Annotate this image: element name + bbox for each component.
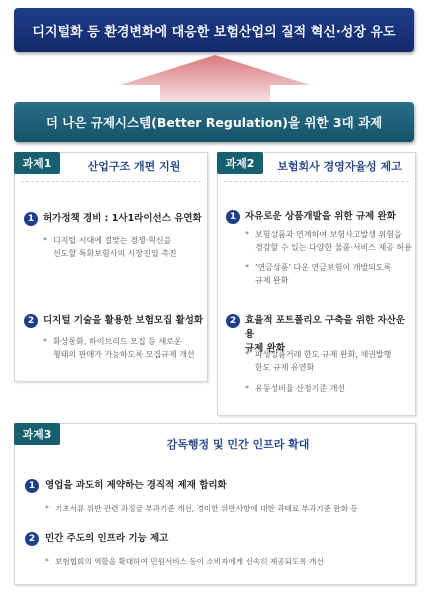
task1-item2-heading: 디지털 기술을 활용한 보험모집 활성화 — [43, 315, 204, 326]
task3-item2-heading: 민간 주도의 인프라 기능 제고 — [45, 533, 169, 544]
task3-panel — [14, 423, 416, 585]
task3-title: 감독행정 및 민간 인프라 확대 — [166, 438, 310, 451]
banner-text: 디지털화 등 환경변화에 대응한 보험산업의 질적 혁신·성장 유도 — [32, 24, 396, 40]
task1-item1-number: 1 — [24, 212, 38, 226]
task3-item2-detail: * 보험협회의 역할을 확대하여 민원서비스 등이 소비자에게 신속히 제공되도록 개선 — [45, 555, 415, 568]
task2-item2-heading: 효율적 포트폴리오 구축을 위한 자산운용 규제 완화 — [245, 315, 406, 354]
task1-tag: 과제1 — [14, 152, 60, 174]
task2-title: 보험회사 경영자율성 제고 — [277, 160, 402, 173]
task1-item1-detail: * 디지털 시대에 걸맞는 경쟁·혁신을 선도할 특화보험사의 시장진입 촉진 — [43, 234, 215, 260]
task2-item1-number: 1 — [226, 210, 240, 224]
task1-item2-detail: * 화상통화, 하이브리드 모집 등 새로운 형태의 판매가 가능하도록 모집규제 개선 — [43, 335, 215, 361]
middle-banner-text: 더 나은 규제시스템(Better Regulation)을 위한 3대 과제 — [45, 115, 383, 130]
task2-item1-detail1: * 보험상품과 연계하여 보험사고발생 위험을 경감할 수 있는 다양한 물품·서비스 제공 허용 — [245, 228, 423, 254]
task2-item1-heading: 자유로운 상품개발을 위한 규제 완화 — [245, 211, 396, 222]
task3-item1-heading: 영업을 과도히 제약하는 경직적 제재 합리화 — [45, 480, 227, 491]
task1-panel — [14, 152, 208, 382]
task3-item1-detail: * 기초서류 위반 관련 과징금 부과기준 개선, 경미한 위반사항에 대한 과태료 부과기준 완화 등 — [45, 502, 415, 515]
task3-tag: 과제3 — [14, 423, 60, 445]
up-arrow-icon — [120, 55, 310, 103]
task3-item1-number: 1 — [25, 479, 39, 493]
task1-title: 산업구조 개편 지원 — [87, 160, 181, 173]
top-banner — [14, 8, 414, 52]
task2-item1-detail2: * ‘연금상품’ 다운 연금보험이 개발되도록 규제 완화 — [245, 261, 423, 287]
task1-item1-heading: 허가정책 경비 : 1사1라이선스 유연화 — [43, 213, 202, 224]
task2-item2-detail1: * 파생상품거래 한도 규제 완화, 채권발행 한도 규제 유연화 — [245, 348, 423, 374]
task2-item2-number: 2 — [226, 314, 240, 328]
task2-panel — [217, 152, 416, 416]
task1-item2-number: 2 — [24, 314, 38, 328]
middle-banner — [14, 102, 414, 142]
task2-tag: 과제2 — [217, 152, 263, 174]
task2-item2-detail2: * 유동성비율 산정기준 개선 — [245, 382, 423, 395]
task3-item2-number: 2 — [25, 532, 39, 546]
